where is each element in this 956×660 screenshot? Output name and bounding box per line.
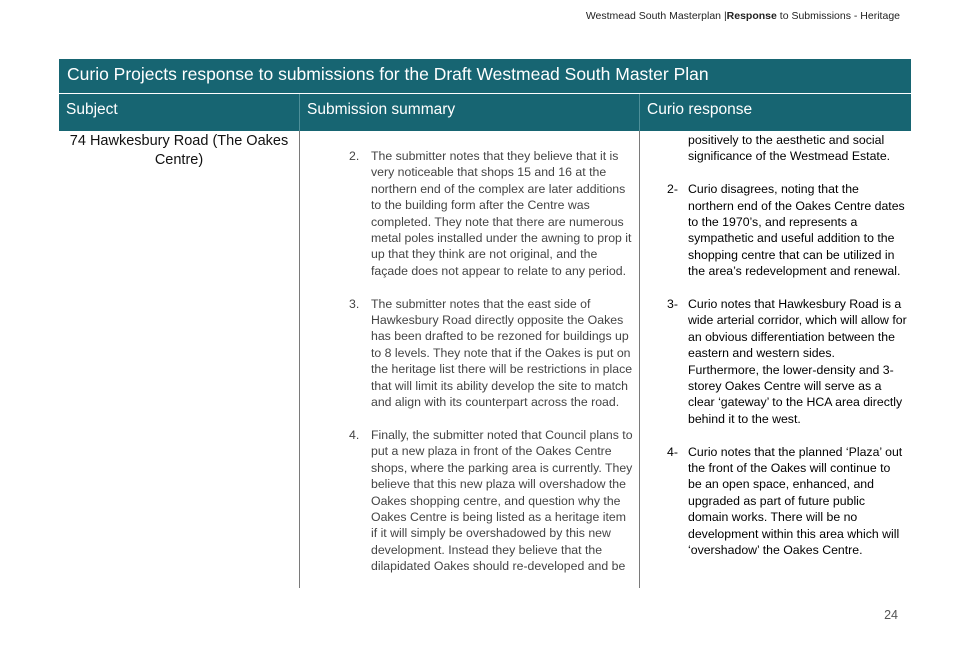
summary-item-text: The submitter notes that they believe that it is very noticeable that shops 15 and 16 at the northern end of the complex are later additions to the building form after the Centre was completed. They note that there are numerous metal poles installed under the awning to prop it up that they think are not original, and the façade does not appear to relate to any period. xyxy=(371,149,632,278)
column-header-subject: Subject xyxy=(66,101,118,118)
response-item-text: Curio notes that Hawkesbury Road is a wide arterial corridor, which will allow for an obvious differentiation between the eastern and western sides. Furthermore, the lower-density and 3-storey Oakes Centre will serve as a clear ‘gateway’ to the HCA area directly behind it to the west. xyxy=(688,297,907,426)
summary-item-number: 2. xyxy=(349,149,360,163)
response-item xyxy=(667,181,907,279)
response-item-text: Curio notes that the planned ‘Plaza’ out the front of the Oakes will continue to be an open space, enhanced, and upgraded as part of future public domain works. There will be no development within this area which will ‘overshadow’ the Oakes Centre. xyxy=(688,444,903,558)
response-continued-text: positively to the aesthetic and social significance of the Westmead Estate. xyxy=(688,133,891,164)
header-suffix: to Submissions - Heritage xyxy=(776,10,900,22)
table-title: Curio Projects response to submissions for the Draft Westmead South Master Plan xyxy=(59,59,911,93)
summary-item xyxy=(345,296,635,411)
summary-item xyxy=(345,427,635,575)
summary-item-number: 4. xyxy=(349,427,360,442)
summary-item-text: The submitter notes that the east side of Hawkesbury Road directly opposite the Oakes has been drafted to be rezoned for buildings up to 8 levels. They note that if the Oakes is put on the heritage list there will be restrictions in place that will limit its ability develop the site to match and align with its counterpart across the road. xyxy=(371,296,633,410)
column-headers xyxy=(59,94,911,131)
response-item-number: 2- xyxy=(667,182,678,197)
response-item xyxy=(667,296,907,427)
curio-response-list xyxy=(667,132,907,575)
response-item xyxy=(667,444,907,559)
page-number: 24 xyxy=(884,608,898,622)
column-divider xyxy=(299,131,300,588)
subject-cell: 74 Hawkesbury Road (The Oakes Centre) xyxy=(69,133,289,168)
summary-item-number: 3. xyxy=(349,296,360,311)
response-item-text: Curio disagrees, noting that the northern end of the Oakes Centre dates to the 1970’s, and represents a sympathetic and useful addition to the shopping centre that can be utilized in the area’s redevelopment and renewal. xyxy=(688,182,905,279)
submission-summary-list xyxy=(345,148,635,591)
column-header-response: Curio response xyxy=(639,94,911,131)
summary-item xyxy=(345,148,635,279)
column-divider xyxy=(639,131,640,588)
response-item-number: 4- xyxy=(667,444,678,459)
page-header xyxy=(586,10,900,22)
header-bold: Response xyxy=(726,10,777,22)
response-item-number: 3- xyxy=(667,297,678,312)
summary-item-text: Finally, the submitter noted that Council plans to put a new plaza in front of the Oakes Centre shops, where the parking area is currently. They believe that this new plaza will overshadow the Oakes shopping centre, and question why the Oakes Centre is being listed as a heritage item if it will simply be overshadowed by this new development. Instead they believe that the dilapidated Oakes should re-developed and be xyxy=(371,427,633,574)
column-header-summary: Submission summary xyxy=(299,94,639,131)
header-prefix: Westmead South Masterplan | xyxy=(585,10,727,22)
